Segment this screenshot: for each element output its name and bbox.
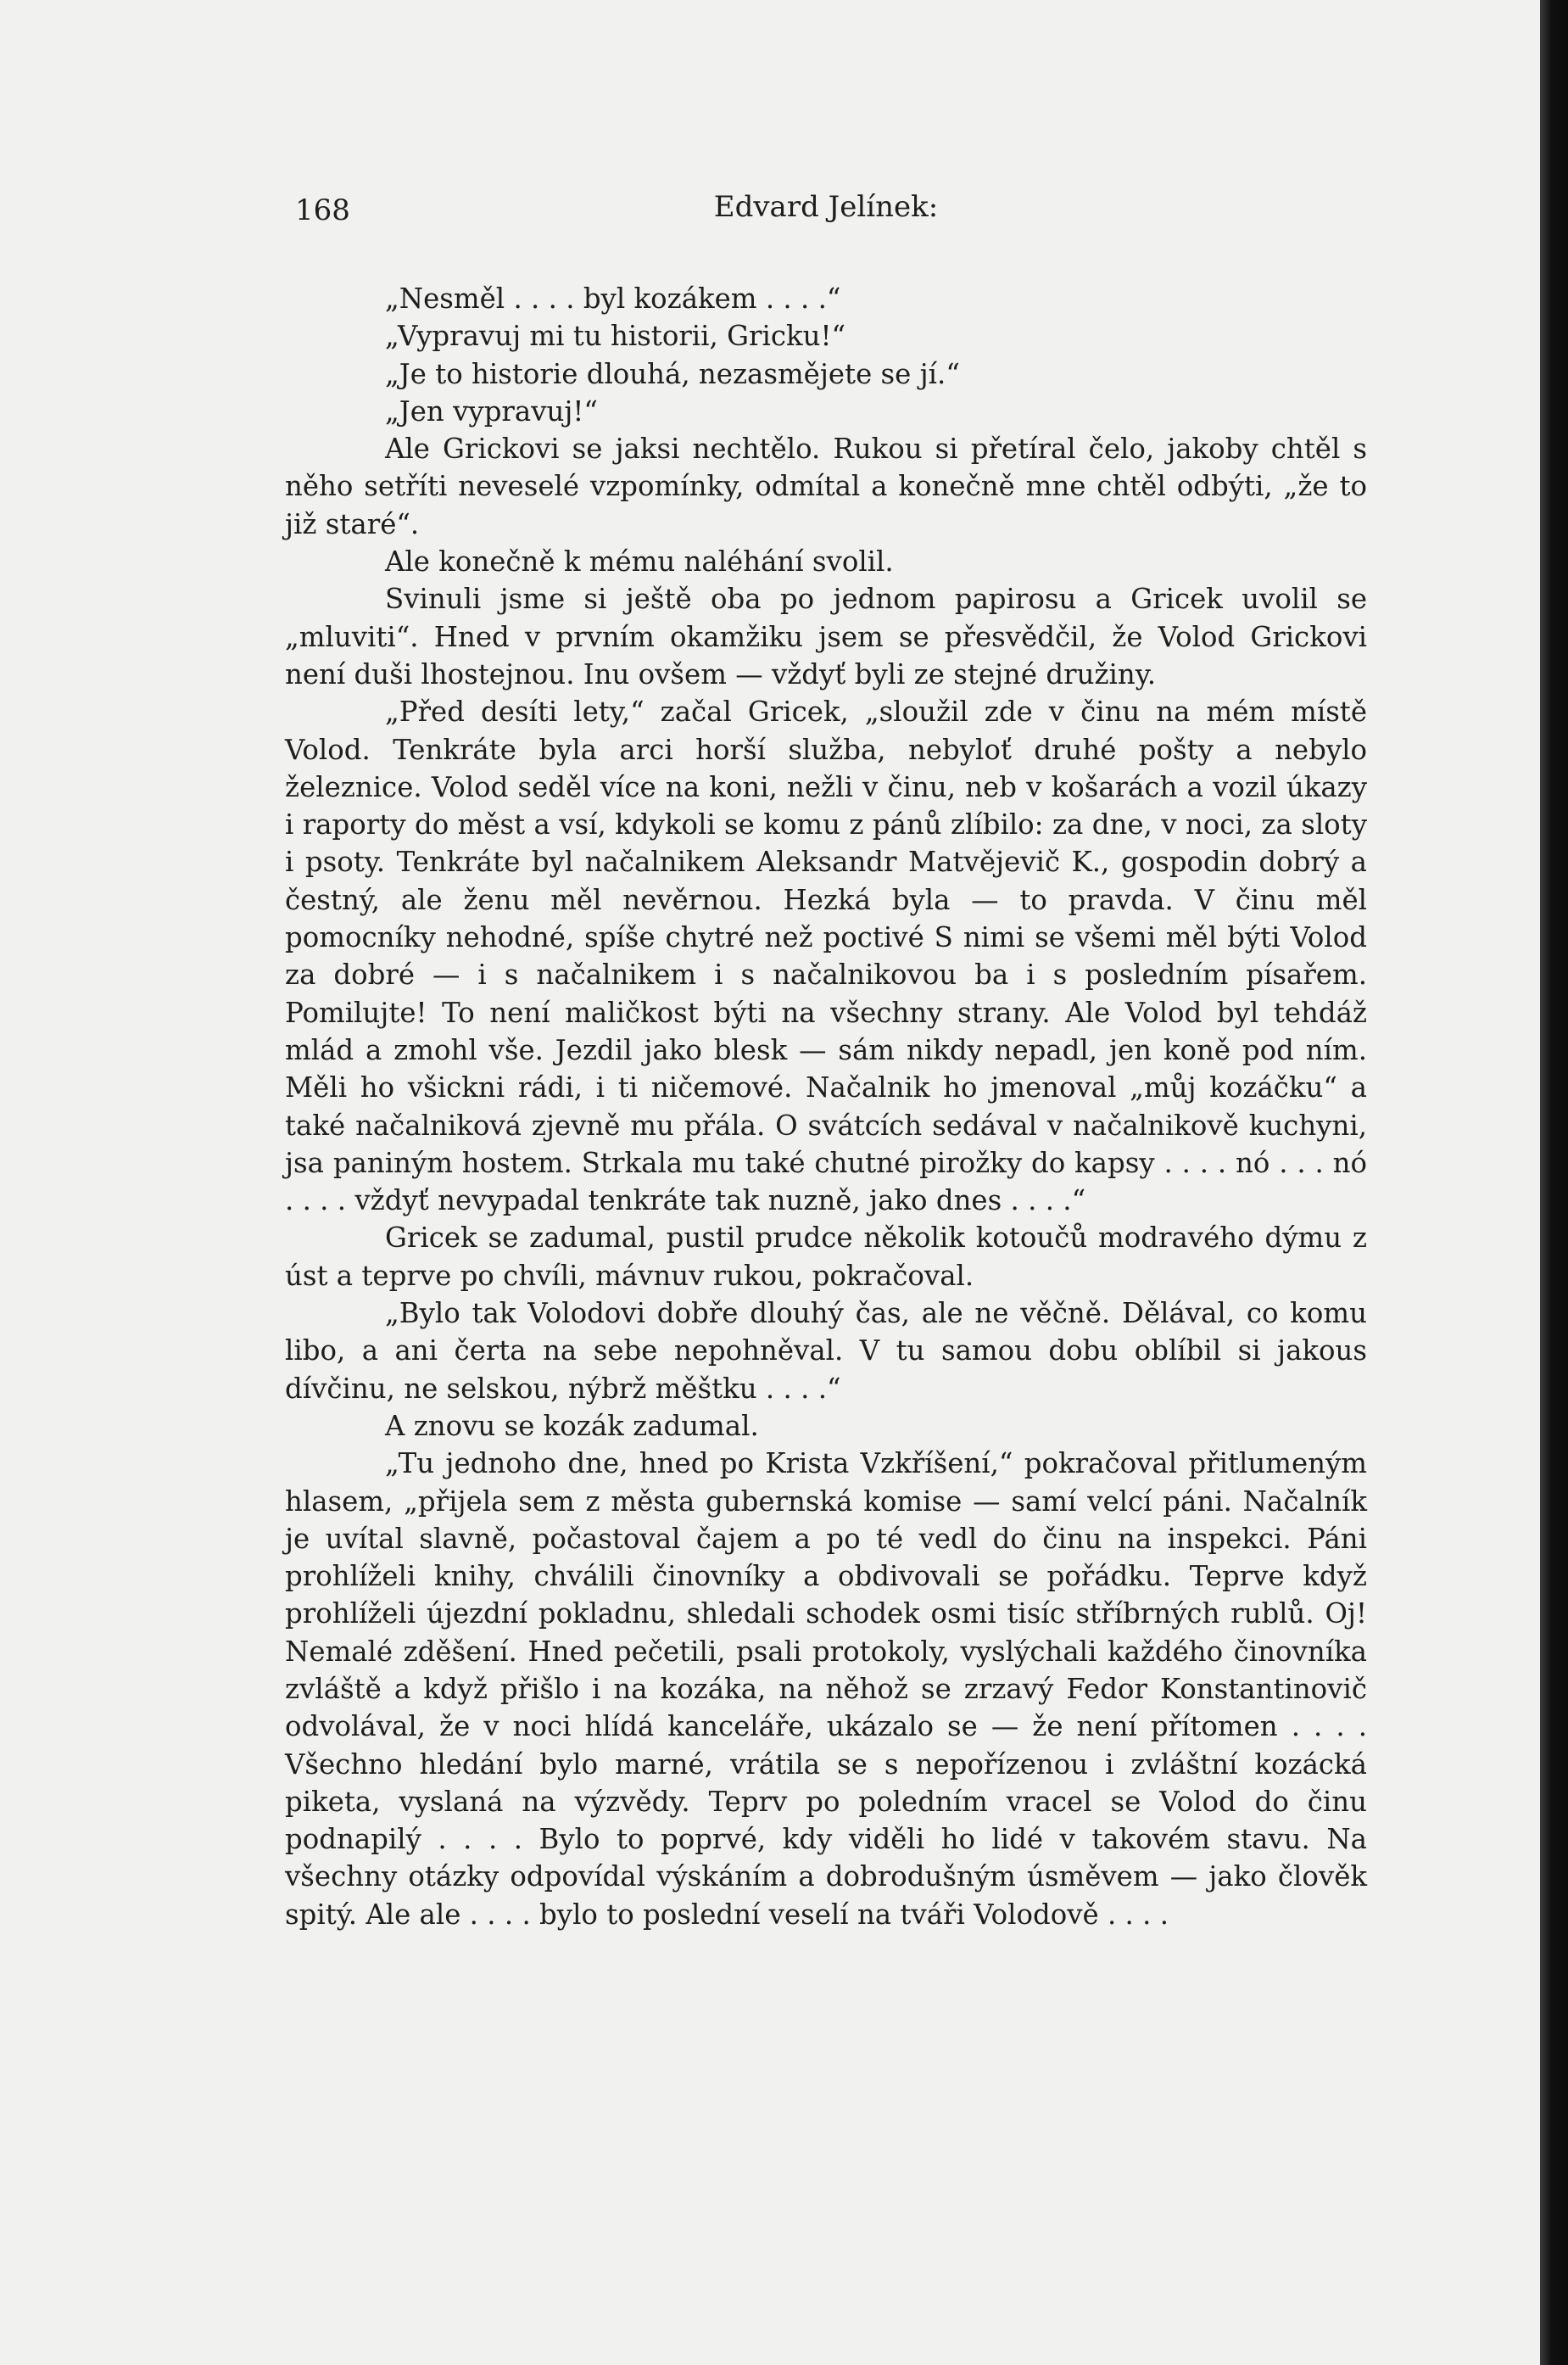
paragraph: „Bylo tak Volodovi dobře dlouhý čas, ale ne věčně. Dělával, co komu libo, a ani čerta na sebe nepohněval. V tu samou dobu oblíbil si jakous dívčinu, ne selskou, nýbrž měštku . . . .“ [285, 1297, 1367, 1405]
paragraph: „Vypravuj mi tu historii, Gricku!“ [385, 320, 846, 353]
paragraph: „Před desíti lety,“ začal Gricek, „sloužil zde v činu na mém místě Volod. Tenkráte byla arci horší služba, nebyloť druhé pošty a nebylo železnice. Volod seděl více na koni, nežli v činu, neb v košarách a vozil úkazy i raporty do měst a vsí, kdykoli se komu z pánů zlíbilo: za dne, v noci, za sloty i psoty. Tenkráte byl načalnikem Aleksandr Matvějevič K., gospodin dobrý a čestný, ale ženu měl nevěrnou. Hezká byla — to pravda. V činu měl pomocníky nehodné, spíše chytré než poctivé S nimi se všemi měl býti Volod za dobré — i s načalnikem i s načalnikovou ba i s posledním písařem. Pomilujte! To není maličkost býti na všechny strany. Ale Volod byl tehdáž mlád a zmohl vše. Jezdil jako blesk — sám nikdy nepadl, jen koně pod ním. Měli ho všickni rádi, i ti ničemové. Načalnik ho jmenoval „můj kozáčku“ a také načalniková zjevně mu přála. O svátcích sedával v načalnikově kuchyni, jsa paniným hostem. Strkala mu také chutné pirožky do kapsy . . . . nó . . . nó . . . . vždyť nevypadal tenkráte tak nuzně, jako dnes . . . .“ [285, 696, 1367, 1217]
body-text [285, 280, 1367, 1933]
paragraph: A znovu se kozák zadumal. [385, 1409, 759, 1442]
text-block [285, 187, 1367, 1933]
page-number: 168 [295, 193, 350, 227]
paragraph: „Tu jednoho dne, hned po Krista Vzkříšení,“ pokračoval přitlumeným hlasem, „přijela sem z města gubernská komise — samí velcí páni. Načalník je uvítal slavně, počastoval čajem a po té vedl do činu na inspekci. Páni prohlíželi knihy, chválili činovníky a obdivovali se pořádku. Teprve když prohlíželi újezdní pokladnu, shledali schodek osmi tisíc stříbrných rublů. Oj! Nemalé zděšení. Hned pečetili, psali protokoly, vyslýchali každého činovníka zvláště a když přišlo i na kozáka, na něhož se zrzavý Fedor Konstantinovič odvolával, že v noci hlídá kanceláře, ukázalo se — že není přítomen . . . . Všechno hledání bylo marné, vrátila se s nepořízenou i zvláštní kozácká piketa, vyslaná na výzvědy. Teprv po poledním vracel se Volod do činu podnapilý . . . . Bylo to poprvé, kdy viděli ho lidé v takovém stavu. Na všechny otázky odpovídal výskáním a dobrodušným úsměvem — jako člověk spitý. Ale ale . . . . bylo to poslední veselí na tváři Volodově . . . . [285, 1447, 1367, 1931]
paragraph: Gricek se zadumal, pustil prudce několik kotoučů modravého dýmu z úst a teprve po chvíli, mávnuv rukou, pokračoval. [285, 1222, 1367, 1292]
paragraph: Svinuli jsme si ještě oba po jednom papirosu a Gricek uvolil se „mluviti“. Hned v prvním okamžiku jsem se přesvědčil, že Volod Grickovi není duši lhostejnou. Inu ovšem — vždyť byli ze stejné družiny. [285, 583, 1367, 690]
paragraph: „Je to historie dlouhá, nezasmějete se jí.“ [385, 357, 960, 390]
paragraph: Ale Grickovi se jaksi nechtělo. Rukou si přetíral čelo, jakoby chtěl s něho setříti neveselé vzpomínky, odmítal a konečně mne chtěl odbýti, „že to již staré“. [285, 433, 1367, 540]
running-head [285, 187, 1367, 238]
page-edge-shadow [1540, 0, 1568, 2365]
paragraph: Ale konečně k mému naléhání svolil. [385, 545, 894, 579]
running-title: Edvard Jelínek: [713, 190, 939, 224]
paragraph: „Nesměl . . . . byl kozákem . . . .“ [385, 282, 841, 315]
paragraph: „Jen vypravuj!“ [385, 394, 598, 428]
